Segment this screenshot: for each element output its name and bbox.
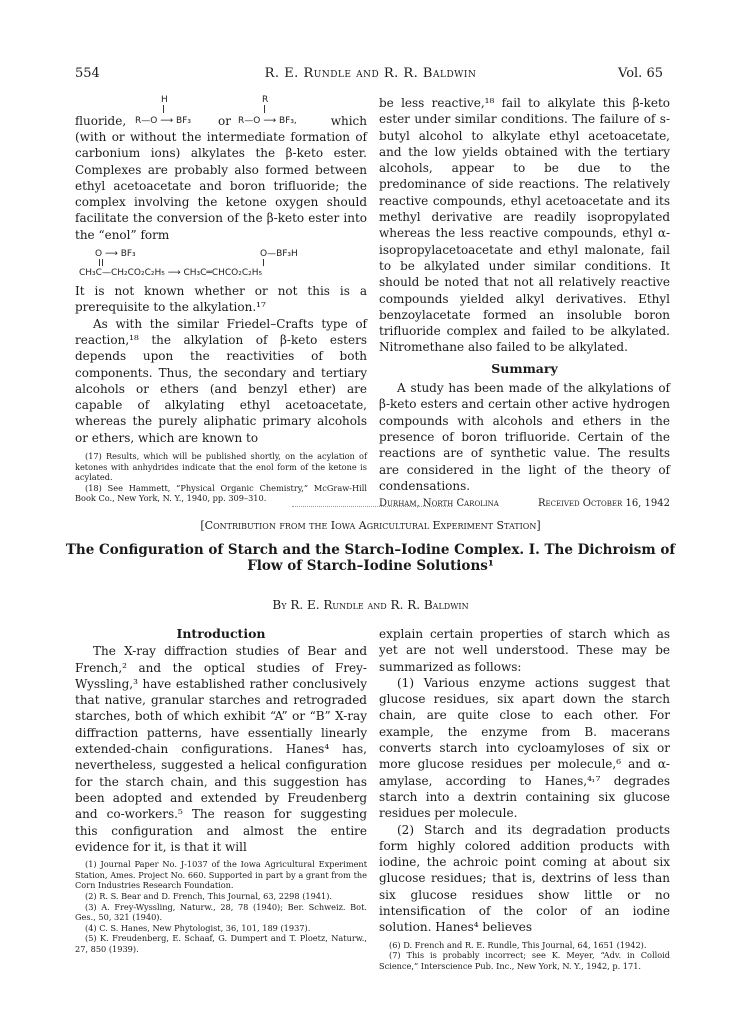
structure-2: R—O ⟶ BF₃,: [238, 116, 297, 126]
footnote-17: (17) Results, which will be published shortly, on the acylation of ketones with anhydrides indicate that the enol form of the ketone is acylated.: [75, 451, 367, 483]
double-bond: [99, 259, 103, 266]
footnote-18: (18) See Hammett, “Physical Organic Chemistry,” McGraw-Hill Book Co., New York, N. Y., 1940, pp. 309–310.: [75, 482, 367, 504]
footnote-5: (5) K. Freudenberg, E. Schaaf, G. Dumpert and T. Ploetz, Naturw., 27, 850 (1939).: [75, 933, 367, 954]
bond-line: [263, 259, 264, 266]
new-right-column: [379, 626, 670, 971]
new-left-column: [75, 626, 367, 955]
eq-top-left: O ⟶ BF₃: [95, 249, 136, 260]
prev-right-para1: be less reactive,¹⁸ fail to alkylate this β-keto ester under similar conditions. The failure of s-butyl alcohol to alkylate ethyl acetoacetate, and the low yields obtained with the tertiary alcohols, appear to be due to the predominance of side reactions. The relatively reactive compounds, ethyl acetoacetate and its methyl derivative are readily isopropylated whereas the less reactive compounds, ethyl α-isopropylacetoacetate and ethyl malonate, fail to be alkylated under similar conditions. It should be noted that not all relatively reactive compounds yielded alkyl derivatives. Ethyl benzoylacetate formed an insoluble boron trifluoride complex and failed to be alkylated. Nitromethane also failed to be alkylated.: [379, 96, 670, 355]
right-text-1: explain certain properties of starch which as yet are not well understood. These may be summarized as follows:: [379, 627, 670, 674]
fluoride-structures: [75, 95, 367, 129]
article-title: [40, 542, 701, 574]
new-right-footnotes: [379, 940, 670, 972]
bond-line: [163, 105, 164, 113]
right-text-3: (2) Starch and its degradation products form highly colored addition products with iodine, the achroic point coming at about six glucose residues; that is, dextrins of less than six glucose residues show little or no intensification of the color of an iodine solution. Hanes⁴ believes: [379, 822, 670, 935]
footnote-4: (4) C. S. Hanes, New Phytologist, 36, 101, 189 (1937).: [85, 922, 311, 933]
title-line-2: Flow of Starch–Iodine Solutions¹: [247, 558, 494, 574]
footnote-7: (7) This is probably incorrect; see K. Meyer, “Adv. in Colloid Science,” Interscience Pub. Inc., New York, N. Y., 1942, p. 171.: [379, 950, 670, 971]
dateline: [379, 496, 670, 512]
prev-right-column: [379, 95, 670, 512]
running-head-authors: R. E. Rundle and R. R. Baldwin: [264, 66, 477, 81]
which-word: which: [330, 114, 367, 128]
footnote-6: (6) D. French and R. E. Rundle, This Journal, 64, 1651 (1942).: [389, 939, 647, 950]
prev-left-para2: It is not known whether or not this is a prerequisite to the alkylation.¹⁷: [75, 284, 367, 315]
article-divider: [292, 506, 452, 507]
struct-h: H: [161, 95, 168, 105]
received-date: Received October 16, 1942: [537, 498, 670, 510]
fluoride-word: fluoride,: [75, 114, 127, 128]
struct-r: R: [262, 95, 269, 105]
prev-left-para3: As with the similar Friedel–Crafts type of reaction,¹⁸ the alkylation of β-keto esters depends upon the reactivities of both components. Thus, the secondary and tertiary alcohols or ethers (and benzyl ether) are capable of alkylating ethyl acetoacetate, whereas the purely aliphatic primary alcohols or ethers, which are known to: [75, 316, 367, 445]
contribution-line: [Contribution from the Iowa Agricultural Experiment Station]: [200, 519, 541, 532]
or-word: or: [218, 114, 231, 128]
intro-text: The X-ray diffraction studies of Bear and French,² and the optical studies of Frey-Wyssling,³ have established rather conclusively that native, granular starches and retrograded starches, both of which exhibit “A” or “B” X-ray diffraction patterns, have essentially linearly extended-chain configurations. Hanes⁴ has, nevertheless, suggested a helical configuration for the starch chain, and this suggestion has been adopted and extended by Freudenberg and co-workers.⁵ The reason for suggesting this configuration and almost the entire evidence for it, is that it will: [75, 644, 367, 854]
prev-left-para1: (with or without the intermediate formation of carbonium ions) alkylates the β-keto ester. Complexes are probably also formed between ethyl acetoacetate and boron trifluoride; the complex involving the ketone oxygen should facilitate the conversion of the β-keto ester into the “enol” form: [75, 130, 367, 242]
new-left-footnotes: [75, 859, 367, 954]
footnote-3: (3) A. Frey-Wyssling, Naturw., 28, 78 (1940); Ber. Schweiz. Bot. Ges., 50, 321 (1940).: [75, 901, 367, 923]
location: Durham, North Carolina: [379, 498, 499, 510]
title-line-1: The Configuration of Starch and the Starch–Iodine Complex. I. The Dichroism of: [65, 542, 676, 558]
bond-line: [264, 105, 265, 113]
footnote-1: (1) Journal Paper No. J-1037 of the Iowa Agricultural Experiment Station, Ames. Project No. 660. Supported in part by a grant from the Corn Industries Research Foundation.: [75, 859, 367, 891]
right-text-2: (1) Various enzyme actions suggest that glucose residues, six apart down the starch chain, are quite close to each other. For example, the enzyme from B. macerans converts starch into cycloamyloses of six or more glucose residues per molecule,⁶ and α-amylase, according to Hanes,⁴˒⁷ degrades starch into a dextrin containing six glucose residues per molecule.: [379, 675, 670, 821]
prev-footnotes: [75, 451, 367, 504]
summary-text: A study has been made of the alkylations of β-keto esters and certain other active hydrogen compounds with alcohols and ethers in the presence of boron trifluoride. Certain of the reactions are of synthetic value. The results are considered in the light of the theory of condensations.: [379, 381, 670, 493]
summary-heading: Summary: [491, 360, 558, 376]
footnote-2: (2) R. S. Bear and D. French, This Journal, 63, 2298 (1941).: [85, 890, 333, 901]
eq-top-right: O—BF₃H: [260, 249, 298, 260]
byline: By R. E. Rundle and R. R. Baldwin: [272, 598, 469, 612]
volume-label: Vol. 65: [618, 66, 663, 81]
prev-left-column: [75, 95, 367, 504]
structure-1: R—O ⟶ BF₃: [135, 116, 191, 126]
enol-equation: [75, 247, 367, 281]
introduction-heading: Introduction: [176, 626, 266, 641]
page-number: 554: [75, 66, 100, 81]
eq-bottom: CH₃C—CH₂CO₂C₂H₅ ⟶ CH₃C═CHCO₂C₂H₅: [79, 268, 263, 279]
